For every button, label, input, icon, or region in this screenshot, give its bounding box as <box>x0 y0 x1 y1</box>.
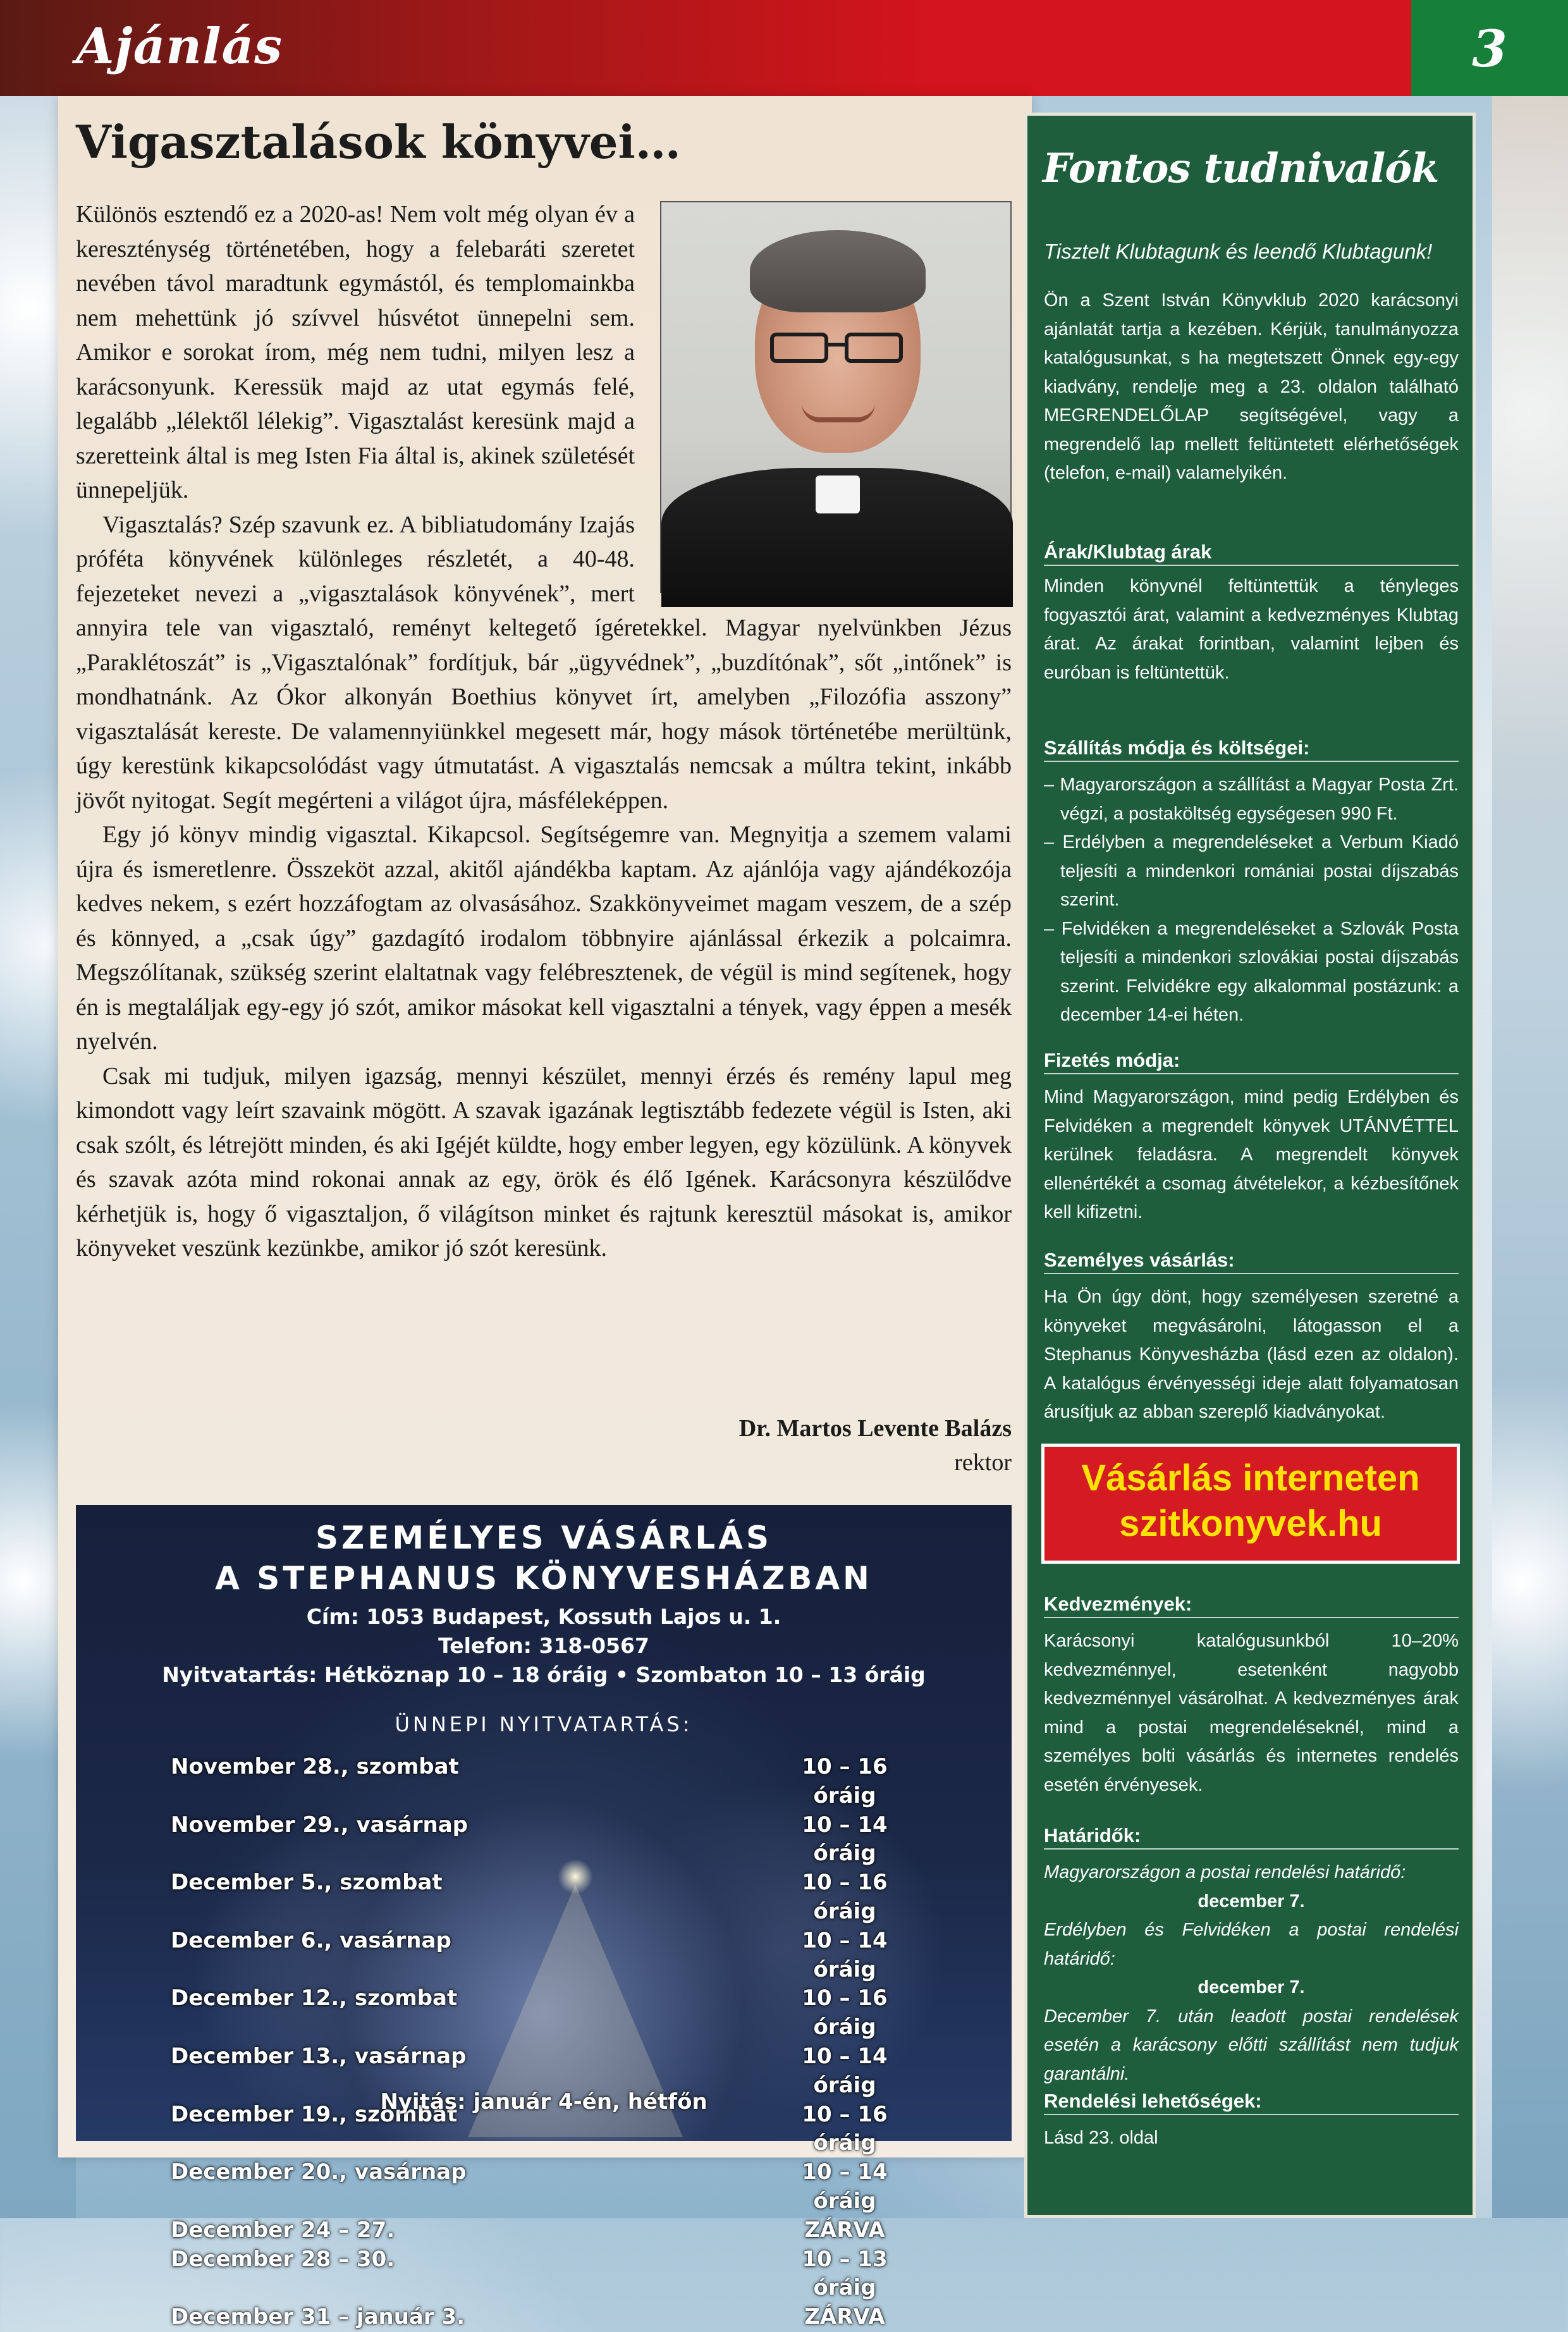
photo-collar <box>816 476 860 513</box>
shop-title-line: A STEPHANUS KÖNYVESHÁZBAN <box>215 1560 873 1597</box>
buy-online-label: Vásárlás interneten <box>1081 1458 1420 1499</box>
shop-opening-hours: Nyitvatartás: Hétköznap 10 – 18 óráig • Szombaton 10 – 13 óráig <box>162 1662 926 1687</box>
page-number: 3 <box>1472 19 1507 78</box>
holiday-day: November 28., szombat <box>171 1754 459 1779</box>
deadline-block <box>1044 1858 1459 2089</box>
shop-info-box <box>76 1505 1012 2330</box>
deadline-ro-label: Erdélyben és Felvidéken a postai rendelési határidő: <box>1044 1920 1459 1969</box>
article-paragraph-text: Különös esztendő ez a 2020-as! Nem volt még olyan év a kereszténység történetében, hogy a felebaráti szeretet nevében távol maradtunk egymástól, és templomainkba nem mehettünk jó szívvel húsvétot ünnepelni sem. Amikor e sorokat írom, még nem tudni, milyen lesz a karácsonyunk. Keressük majd az utat egymás felé, legalább „lélektől lélekig”. Vigasztalást keresünk majd a szeretteink által is meg Isten Fia által is, akinek születését ünnepeljük. <box>76 201 635 503</box>
holiday-day: December 31 – január 3. <box>171 2304 465 2330</box>
article-paragraph: Egy jó könyv mindig vigasztal. Kikapcsol. Segítségemre van. Megnyitja a szemem valami újra és ismeretlenre. Összeköt azzal, akitől ajándékba kaptam. Az ajánlója vagy ajándékozója kedves nekem, s ezért hozzáfogtam az olvasásához. Szakkönyveimet magam veszem, de a szép és könnyed, a „csak úgy” gazdagító irodalom többnyire ajánlással érkezik a polcaimra. Megszólítanak, szükség szerint elaltatnak vagy felébresztenek, de végül is mind segítenek, hogy én is megtaláljak egy-egy jó szót, amikor másokat kell vigasztalni a tények, vagy éppen a mesék nyelvén. <box>76 821 1012 1055</box>
holiday-day: December 13., vasárnap <box>171 2043 467 2069</box>
table-row <box>171 1811 917 1869</box>
holiday-day: December 20., vasárnap <box>171 2159 467 2185</box>
author-photo <box>660 201 1012 593</box>
holiday-time: ZÁRVA <box>804 2304 885 2330</box>
shop-phone: Telefon: 318-0567 <box>438 1633 649 1658</box>
page-header <box>0 0 1568 96</box>
buy-online-banner[interactable] <box>1041 1444 1460 1564</box>
sidebar-intro: Ön a Szent István Könyvklub 2020 karácsonyi ajánlatát tartja a kezében. Kérjük, tanulmányozza katalógusunkat, s ha megtetszett Önnek egy-egy kiadvány, rendelje meg a 23. oldalon található MEGRENDELŐLAP segítségével, vagy a megrendelő lap mellett feltüntetett elérhetőségek (telefon, e-mail) valamelyikén. <box>1044 290 1459 483</box>
payment-heading: Fizetés módja: <box>1044 1049 1459 1074</box>
holiday-time: 10 – 16 óráig <box>802 2101 888 2156</box>
table-row <box>171 2303 917 2332</box>
website-link[interactable]: szitkonyvek.hu <box>1119 1503 1382 1544</box>
discount-text: Karácsonyi katalógusunkból 10–20% kedvezménnyel, esetenként nagyobb kedvezménnyel vásárolhat. A kedvezményes árak mind a postai megrendeléseknél, mind a személyes bolti vásárlás és internetes rendelés esetén érvényesek. <box>1044 1631 1459 1795</box>
holiday-day: December 24 – 27. <box>171 2217 395 2243</box>
photo-hair <box>750 230 926 312</box>
table-row <box>171 1927 917 1985</box>
holiday-time: 10 – 14 óráig <box>802 2159 888 2214</box>
sidebar-greeting: Tisztelt Klubtagunk és leendő Klubtagunk! <box>1044 240 1433 263</box>
shipping-heading: Szállítás módja és költségei: <box>1044 737 1459 762</box>
holiday-day: December 6., vasárnap <box>171 1927 451 1953</box>
order-options-text: Lásd 23. oldal <box>1044 2128 1158 2148</box>
discount-heading: Kedvezmények: <box>1044 1593 1459 1618</box>
info-sidebar <box>1024 113 1476 2218</box>
deadline-note: December 7. után leadott postai rendelések esetén a karácsony előtti szállítást nem tudjuk garantálni. <box>1044 2006 1459 2084</box>
page-number-box <box>1411 0 1568 96</box>
shop-reopening: Nyitás: január 4-én, hétfőn <box>380 2089 707 2114</box>
table-row <box>171 2216 917 2245</box>
table-row <box>171 2245 917 2304</box>
holiday-day: December 19., szombat <box>171 2101 458 2127</box>
table-row <box>171 1753 917 1811</box>
list-item: – Erdélyben a megrendeléseket a Verbum Kiadó teljesíti a mindenkori romániai postai díjszabás szerint. <box>1044 828 1459 915</box>
holiday-day: December 28 – 30. <box>171 2246 395 2272</box>
prices-heading: Árak/Klubtag árak <box>1044 541 1459 566</box>
article-paragraph: Vigasztalás? Szép szavunk ez. A bibliatudomány Izajás próféta könyvének különleges részletét, a 40-48. fejezeteket nevezi a „vigasztalások könyvének”, mert annyira tele van vigasztaló, reményt keltegető ígéretekkel. Magyar nyelvünkben Jézus „Paraklétoszát” is „Vigasztalónak” fordítjuk, bár „ügyvédnek”, „buzdítónak”, sőt „intőnek” is mondhatnánk. Az Ókor alkonyán Boethius könyvet írt, amelyben „Filozófia asszony” vigasztalását kereste. De valamennyiünkkel megesett már, hogy mások történetébe merültünk, úgy kerestünk kikapcsolódást vagy útmutatást. A vigasztalás nemcsak a múltra tekint, inkább jövőt nyitogat. Segít megérteni a világot újra, másféleképpen. <box>76 511 1012 814</box>
holiday-time: ZÁRVA <box>804 2217 885 2243</box>
holiday-time: 10 – 14 óráig <box>802 1812 888 1867</box>
holiday-day: November 29., vasárnap <box>171 1812 468 1838</box>
table-row <box>171 1984 917 2042</box>
list-item: – Felvidéken a megrendeléseket a Szlovák Posta teljesíti a mindenkori szlovákiai postai díjszabás szerint. Felvidékre egy alkalommal postázunk: a december 14-ei héten. <box>1044 915 1459 1030</box>
shop-title <box>76 1518 1012 1599</box>
deadline-hu-date: december 7. <box>1197 1891 1305 1912</box>
holiday-time: 10 – 16 óráig <box>802 1754 888 1808</box>
holiday-time: 10 – 14 óráig <box>802 2043 888 2098</box>
author-role: rektor <box>954 1449 1012 1476</box>
author-name: Dr. Martos Levente Balázs <box>738 1415 1012 1442</box>
payment-text: Mind Magyarországon, mind pedig Erdélyben és Felvidéken a megrendelt könyvek UTÁNVÉTTEL kerülnek feladásra. A megrendelt könyvek ellenértékét a csomag átvételekor, a kézbesítőnek kell kifizetni. <box>1044 1087 1459 1222</box>
glasses-icon <box>770 333 828 363</box>
shop-details <box>76 1602 1012 1690</box>
shop-address: Cím: 1053 Budapest, Kossuth Lajos u. 1. <box>306 1604 781 1629</box>
deadline-hu-label: Magyarországon a postai rendelési határidő: <box>1044 1862 1406 1882</box>
glasses-icon <box>845 333 903 363</box>
holiday-hours-table <box>171 1753 917 2332</box>
holiday-day: December 5., szombat <box>171 1870 443 1896</box>
article-paragraph <box>76 197 1012 508</box>
article-body <box>76 197 1012 1266</box>
shipping-list <box>1044 771 1459 1030</box>
personal-purchase-heading: Személyes vásárlás: <box>1044 1249 1459 1274</box>
article-signature <box>632 1411 1012 1480</box>
article-title: Vigasztalások könyvei… <box>76 115 681 169</box>
list-item: – Magyarországon a szállítást a Magyar Posta Zrt. végzi, a postaköltség egységesen 990 Ft. <box>1044 771 1459 828</box>
deadline-ro-date: december 7. <box>1197 1977 1305 1998</box>
deadline-heading: Határidők: <box>1044 1824 1459 1850</box>
holiday-hours-title: ÜNNEPI NYITVATARTÁS: <box>395 1712 693 1736</box>
article-paragraph: Csak mi tudjuk, milyen igazság, mennyi készület, mennyi érzés és remény lapul meg kimondott vagy leírt szavaink mögött. A szavak igazának legtisztább fedezete végül is Isten, aki csak szólt, és létrejött minden, és aki Igéjét küldte, hogy ember legyen, egy közülünk. A könyvek és szavak azóta mind rokonai annak az egy, örök és élő Igének. Karácsonyra készülődve kérhetjük is, hogy ő vigasztaljon, ő világítson minket és rajtunk keresztül másokat is, amikor könyveket veszünk kezünkbe, amikor jó szót keresünk. <box>76 1062 1012 1261</box>
personal-purchase-text: Ha Ön úgy dönt, hogy személyesen szeretné a könyveket megvásárolni, látogasson el a Stephanus Könyvesházba (lásd ezen az oldalon). A katalógus érvényességi ideje alatt folyamatosan árusítjuk az abban szereplő kiadványokat. <box>1044 1287 1459 1422</box>
holiday-time: 10 – 16 óráig <box>802 1985 888 2040</box>
photo-smile <box>802 403 875 422</box>
shop-title-line: SZEMÉLYES VÁSÁRLÁS <box>315 1519 772 1556</box>
snowy-background-right <box>1492 96 1568 2218</box>
holiday-time: 10 – 14 óráig <box>802 1927 888 1982</box>
holiday-time: 10 – 13 óráig <box>802 2246 888 2301</box>
order-options-heading: Rendelési lehetőségek: <box>1044 2090 1459 2115</box>
holiday-day: December 12., szombat <box>171 1985 458 2011</box>
section-title: Ajánlás <box>76 18 283 75</box>
table-row <box>171 2158 917 2216</box>
holiday-time: 10 – 16 óráig <box>802 1870 888 1924</box>
table-row <box>171 1869 917 1927</box>
sidebar-title: Fontos tudnivalók <box>1043 145 1439 192</box>
glasses-bridge <box>827 343 846 347</box>
prices-text: Minden könyvnél feltüntettük a tényleges fogyasztói árat, valamint a kedvezményes Klubtag árat. Az árakat forintban, valamint lejben és euróban is feltüntettük. <box>1044 576 1459 683</box>
